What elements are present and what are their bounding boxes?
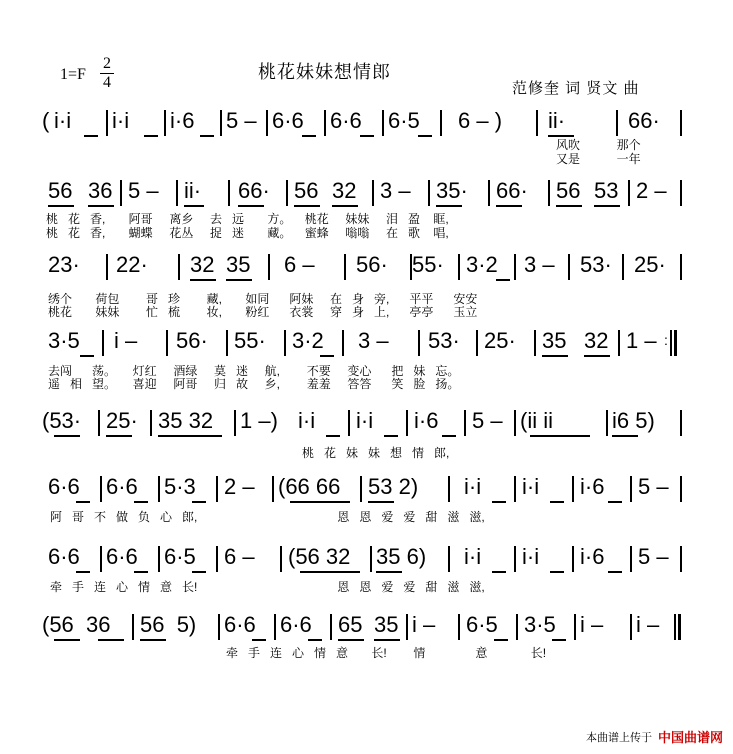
- note-group: 66·: [628, 108, 660, 133]
- note-group: i·i: [522, 474, 540, 499]
- note-group: 5 –: [472, 408, 503, 433]
- note-group: 25·: [484, 328, 516, 353]
- note-group: 32: [190, 252, 215, 277]
- note-group: 3 –: [358, 328, 389, 353]
- note-group: 5 –: [226, 108, 257, 133]
- note-group: i·i: [464, 474, 482, 499]
- note-group: 3 –: [380, 178, 411, 203]
- note-group: 6·5: [388, 108, 420, 133]
- note-group: (: [42, 108, 50, 133]
- lyric-text: 阿 哥 不 做 负 心 郎, 恩 恩 爱 爱 甜 滋 滋,: [50, 510, 485, 524]
- credits: 范修奎 词 贤文 曲: [512, 80, 640, 97]
- note-group: 66·: [496, 178, 528, 203]
- note-group: i·i: [464, 544, 482, 569]
- note-group: i·6: [414, 408, 439, 433]
- key-signature: 1=F: [60, 66, 86, 83]
- note-group: (66 66: [278, 474, 341, 499]
- lyric-line: [40, 305, 700, 319]
- note-group: 22·: [116, 252, 148, 277]
- staff-line-2: [40, 178, 700, 210]
- note-group: 35: [542, 328, 567, 353]
- lyric-line: [40, 226, 700, 240]
- note-group: 3·2: [466, 252, 498, 277]
- note-group: i·i: [356, 408, 374, 433]
- note-group: 6·6: [48, 474, 80, 499]
- note-group: 6·6: [224, 612, 256, 637]
- note-group: (ii ii: [520, 408, 553, 433]
- note-group: 6·6: [280, 612, 312, 637]
- lyric-text: 去闯 荡。 灯红 酒绿 莫 迷 航, 不要 变心 把 妹 忘。: [48, 364, 460, 378]
- staff-line-4: 3·5 i – 56· 55· 3·2 3 – 53· 25· 35 32 1 – :: [40, 328, 700, 360]
- note-group: i·i: [112, 108, 130, 133]
- note-group: 5 –: [638, 474, 669, 499]
- note-group: 6·6: [330, 108, 362, 133]
- lyric-line: [40, 446, 700, 460]
- note-group: 2 –: [224, 474, 255, 499]
- lyric-text: 桃 花 妹 妹 想 情 郎,: [302, 446, 450, 460]
- note-group: 25·: [106, 408, 138, 433]
- lyric-text: 遥 相 望。 喜迎 阿哥 归 故 乡, 羞羞 答答 笑 脸 扬。: [48, 377, 460, 391]
- lyric-line: [40, 212, 700, 226]
- note-group: i·6: [580, 474, 605, 499]
- note-group: 53: [594, 178, 619, 203]
- lyric-line: [40, 377, 700, 391]
- note-group: 55·: [234, 328, 266, 353]
- note-group: 5 –: [638, 544, 669, 569]
- staff-line-7: [40, 544, 700, 576]
- note-group: 3 –: [524, 252, 555, 277]
- note-group: (53·: [42, 408, 82, 433]
- note-group: 56: [294, 178, 319, 203]
- lyric-line: [40, 646, 700, 660]
- note-group: 6·5: [164, 544, 196, 569]
- note-group: i·6: [580, 544, 605, 569]
- lyric-line: [40, 510, 700, 524]
- staff-line-8: [40, 612, 700, 644]
- note-group: 65: [338, 612, 363, 637]
- note-group: 35: [374, 612, 399, 637]
- note-group: (56 36: [42, 612, 111, 637]
- note-group: i –: [580, 612, 604, 637]
- staff-line-6: [40, 474, 700, 506]
- meter-top: 2: [103, 55, 111, 72]
- lyric-text: 桃 花 香, 阿哥 离乡 去 远 方。 桃花 妹妹 泪 盈 眶,: [46, 212, 449, 226]
- lyric-text: 风吹 那个: [556, 138, 641, 152]
- note-group: 53·: [428, 328, 460, 353]
- note-group: 6·5: [466, 612, 498, 637]
- note-group: 35 6): [376, 544, 427, 569]
- note-group: i·i: [54, 108, 72, 133]
- note-group: 35 32: [158, 408, 214, 433]
- lyric-line: [40, 580, 700, 594]
- note-group: 6·6: [106, 474, 138, 499]
- staff-line-5: [40, 408, 700, 440]
- note-group: 66·: [238, 178, 270, 203]
- note-group: 23·: [48, 252, 80, 277]
- lyric-line: [40, 364, 700, 378]
- lyric-text: 又是 一年: [556, 152, 641, 166]
- note-group: 1 –: [626, 328, 657, 353]
- note-group: ii·: [184, 178, 202, 203]
- lyric-text: 牵 手 连 心 情 意 长! 情 意 长!: [226, 646, 547, 660]
- note-group: (56 32: [288, 544, 351, 569]
- lyric-text: 桃 花 香, 蝴蝶 花丛 捉 迷 藏。 蜜蜂 嗡嗡 在 歌 唱,: [46, 226, 449, 240]
- note-group: 5 –: [128, 178, 159, 203]
- note-group: i –: [636, 612, 660, 637]
- note-group: 6·6: [272, 108, 304, 133]
- lyric-line: [40, 152, 700, 166]
- note-group: ii·: [548, 108, 566, 133]
- note-group: i·i: [522, 544, 540, 569]
- note-group: 36: [88, 178, 113, 203]
- note-group: 56·: [176, 328, 208, 353]
- note-group: 6·6: [106, 544, 138, 569]
- note-group: 6 –: [224, 544, 255, 569]
- site-logo: 中国曲谱网: [657, 730, 723, 745]
- note-group: 6·6: [48, 544, 80, 569]
- note-group: 56: [556, 178, 581, 203]
- note-group: 3·5: [524, 612, 556, 637]
- note-group: 3·5: [48, 328, 80, 353]
- staff-line-1: [40, 108, 700, 140]
- note-group: 1 –): [240, 408, 278, 433]
- lyric-text: 牵 手 连 心 情 意 长! 恩 恩 爱 爱 甜 滋 滋,: [50, 580, 485, 594]
- lyric-text: 桃花 妹妹 忙 梳 妆, 粉红 衣裳 穿 身 上, 亭亭 玉立: [48, 305, 478, 319]
- note-group: i –: [114, 328, 138, 353]
- upload-text: 本曲谱上传于: [585, 731, 652, 744]
- note-group: 32: [584, 328, 609, 353]
- meter-bottom: 4: [103, 74, 111, 91]
- note-group: 32: [332, 178, 357, 203]
- note-group: 56 5): [140, 612, 197, 637]
- note-group: 6 –: [284, 252, 315, 277]
- note-group: i –: [412, 612, 436, 637]
- time-signature: [100, 56, 114, 91]
- song-title: 桃花妹妹想情郎: [258, 62, 391, 82]
- note-group: i·6: [170, 108, 195, 133]
- note-group: 35·: [436, 178, 468, 203]
- note-group: i·i: [298, 408, 316, 433]
- note-group: 53·: [580, 252, 612, 277]
- note-group: 55·: [412, 252, 444, 277]
- staff-line-3: [40, 252, 700, 284]
- lyric-line: [40, 138, 700, 152]
- note-group: 5·3: [164, 474, 196, 499]
- note-group: 3·2: [292, 328, 324, 353]
- note-group: 56·: [356, 252, 388, 277]
- note-group: 35: [226, 252, 251, 277]
- note-group: 25·: [634, 252, 666, 277]
- note-group: i6 5): [612, 408, 655, 433]
- site-watermark: [586, 727, 723, 746]
- note-group: 56: [48, 178, 73, 203]
- note-group: 53 2): [368, 474, 419, 499]
- lyric-text: 绣个 荷包 哥 珍 藏, 如同 阿妹 在 身 旁, 平平 安安: [48, 292, 478, 306]
- lyric-line: [40, 292, 700, 306]
- note-group: 2 –: [636, 178, 667, 203]
- note-group: 6 – ): [458, 108, 503, 133]
